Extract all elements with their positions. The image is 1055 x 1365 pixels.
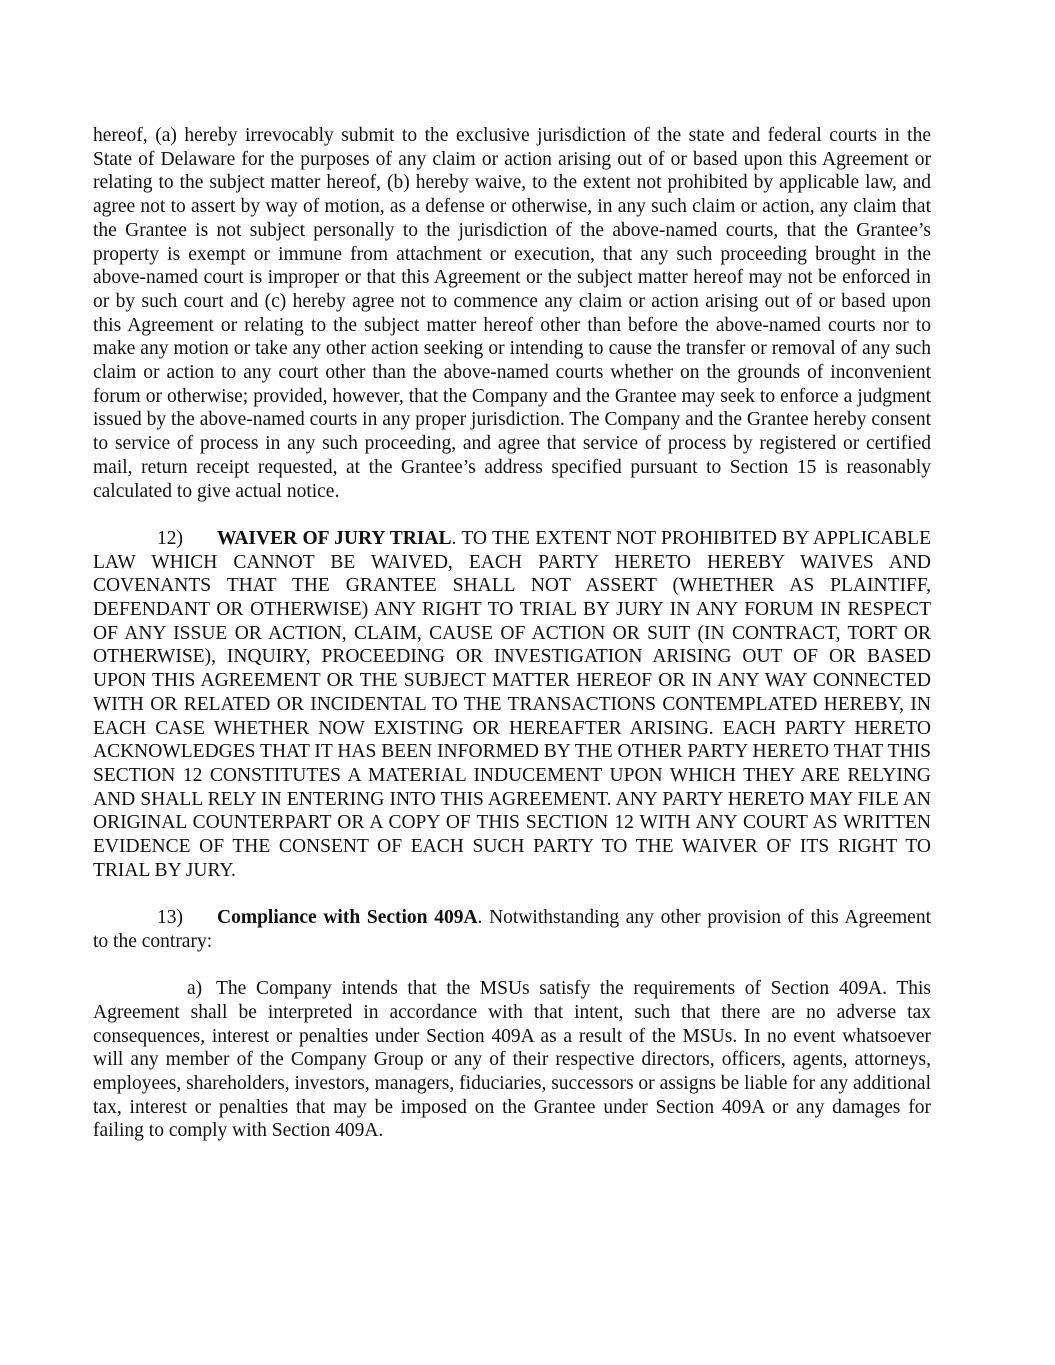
section-13-paragraph bbox=[93, 906, 931, 953]
section-12-number: 12) bbox=[157, 527, 183, 549]
section-13-text: . Notwithstanding any other provision of this Agreement to the contrary: bbox=[93, 907, 931, 952]
section-13a-text: The Company intends that the MSUs satisfy the requirements of Section 409A. This Agreement shall be interpreted in accordance with that intent, such that there are no adverse tax consequences, interest or penalties under Section 409A as a result of the MSUs. In no event whatsoever will any member of the Company Group or any of their respective directors, officers, agents, attorneys, employees, shareholders, investors, managers, fiduciaries, successors or assigns be liable for any additional tax, interest or penalties that may be imposed on the Grantee under Section 409A or any damages for failing to comply with Section 409A. bbox=[93, 978, 931, 1142]
paragraph-11-text: hereof, (a) hereby irrevocably submit to the exclusive jurisdiction of the state and federal courts in the State of Delaware for the purposes of any claim or action arising out of or based upon this Agreement or relating to the subject matter hereof, (b) hereby waive, to the extent not prohibited by applicable law, and agree not to assert by way of motion, as a defense or otherwise, in any such claim or action, any claim that the Grantee is not subject personally to the jurisdiction of the above-named courts, that the Grantee’s property is exempt or immune from attachment or execution, that any such proceeding brought in the above-named court is improper or that this Agreement or the subject matter hereof may not be enforced in or by such court and (c) hereby agree not to commence any claim or action arising out of or based upon this Agreement or relating to the subject matter hereof other than before the above-named courts nor to make any motion or take any other action seeking or intending to cause the transfer or removal of any such claim or action to any court other than the above-named courts whether on the grounds of inconvenient forum or otherwise; provided, however, that the Company and the Grantee may seek to enforce a judgment issued by the above-named courts in any proper jurisdiction. The Company and the Grantee hereby consent to service of process in any such proceeding, and agree that service of process by registered or certified mail, return receipt requested, at the Grantee’s address specified pursuant to Section 15 is reasonably calculated to give actual notice. bbox=[93, 125, 931, 502]
section-12-heading: WAIVER OF JURY TRIAL bbox=[217, 527, 452, 549]
section-12-text: . TO THE EXTENT NOT PROHIBITED BY APPLICABLE LAW WHICH CANNOT BE WAIVED, EACH PARTY HERETO HEREBY WAIVES AND COVENANTS THAT THE GRANTEE SHALL NOT ASSERT (WHETHER AS PLAINTIFF, DEFENDANT OR OTHERWISE) ANY RIGHT TO TRIAL BY JURY IN ANY FORUM IN RESPECT OF ANY ISSUE OR ACTION, CLAIM, CAUSE OF ACTION OR SUIT (IN CONTRACT, TORT OR OTHERWISE), INQUIRY, PROCEEDING OR INVESTIGATION ARISING OUT OF OR BASED UPON THIS AGREEMENT OR THE SUBJECT MATTER HEREOF OR IN ANY WAY CONNECTED WITH OR RELATED OR INCIDENTAL TO THE TRANSACTIONS CONTEMPLATED HEREBY, IN EACH CASE WHETHER NOW EXISTING OR HEREAFTER ARISING. EACH PARTY HERETO ACKNOWLEDGES THAT IT HAS BEEN INFORMED BY THE OTHER PARTY HERETO THAT THIS SECTION 12 CONSTITUTES A MATERIAL INDUCEMENT UPON WHICH THEY ARE RELYING AND SHALL RELY IN ENTERING INTO THIS AGREEMENT. ANY PARTY HERETO MAY FILE AN ORIGINAL COUNTERPART OR A COPY OF THIS SECTION 12 WITH ANY COURT AS WRITTEN EVIDENCE OF THE CONSENT OF EACH SUCH PARTY TO THE WAIVER OF ITS RIGHT TO TRIAL BY JURY. bbox=[93, 527, 931, 881]
paragraph-11-continued bbox=[93, 124, 931, 503]
document-page bbox=[93, 124, 931, 1167]
section-12-paragraph bbox=[93, 527, 931, 883]
section-13a-label: a) bbox=[187, 978, 203, 1000]
section-13-heading: Compliance with Section 409A bbox=[217, 907, 478, 929]
section-13a-paragraph bbox=[93, 977, 931, 1143]
section-13-number: 13) bbox=[157, 907, 183, 929]
